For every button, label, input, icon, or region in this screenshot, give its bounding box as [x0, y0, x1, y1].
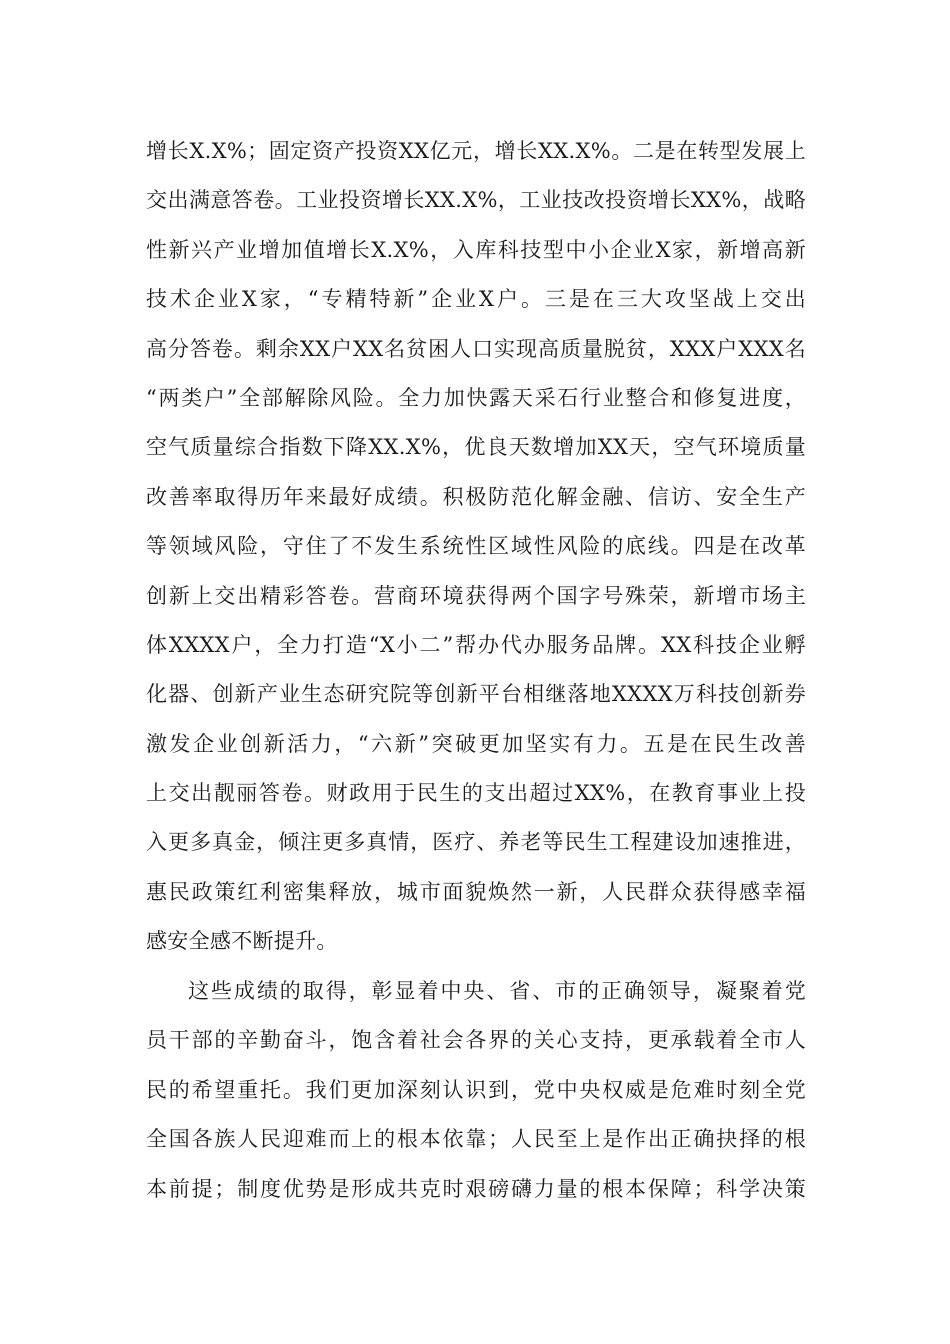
paragraph-line: 空气质量综合指数下降XX.X%，优良天数增加XX天，空气环境质量 [146, 435, 806, 460]
paragraph-line: 等领域风险，守住了不发生系统性区域性风险的底线。四是在改革 [146, 534, 806, 559]
paragraph-line: 本前提；制度优势是形成共克时艰磅礴力量的根本保障；科学决策 [146, 1176, 806, 1201]
paragraph-line: 性新兴产业增加值增长X.X%，入库科技型中小企业X家，新增高新 [146, 237, 806, 262]
paragraph-line: 民的希望重托。我们更加深刻认识到，党中央权威是危难时刻全党 [146, 1077, 806, 1102]
paragraph-line: 惠民政策红利密集释放，城市面貌焕然一新，人民群众获得感幸福 [146, 879, 806, 904]
paragraph-line: 体XXXX户，全力打造“X小二”帮办代办服务品牌。XX科技企业孵 [146, 632, 806, 657]
paragraph-line: 这些成绩的取得，彰显着中央、省、市的正确领导，凝聚着党 [188, 979, 806, 1003]
paragraph-line: 入更多真金，倾注更多真情，医疗、养老等民生工程建设加速推进， [146, 830, 806, 855]
paragraph-line: 员干部的辛勤奋斗，饱含着社会各界的关心支持，更承载着全市人 [146, 1028, 806, 1053]
paragraph-line: 增长X.X%；固定资产投资XX亿元，增长XX.X%。二是在转型发展上 [146, 139, 806, 163]
paragraph-line: 高分答卷。剩余XX户XX名贫困人口实现高质量脱贫，XXX户XXX名 [146, 336, 806, 361]
paragraph-line: 上交出靓丽答卷。财政用于民生的支出超过XX%，在教育事业上投 [146, 781, 806, 806]
paragraph-line: 全国各族人民迎难而上的根本依靠；人民至上是作出正确抉择的根 [146, 1127, 806, 1152]
paragraph-2 [146, 967, 806, 1214]
paragraph-line: 改善率取得历年来最好成绩。积极防范化解金融、信访、安全生产 [146, 484, 806, 509]
paragraph-line: “两类户”全部解除风险。全力加快露天采石行业整合和修复进度， [146, 385, 806, 410]
paragraph-line: 交出满意答卷。工业投资增长XX.X%，工业技改投资增长XX%，战略 [146, 188, 806, 213]
paragraph-1 [146, 127, 806, 967]
paragraph-line: 感安全感不断提升。 [146, 929, 338, 954]
paragraph-line: 创新上交出精彩答卷。营商环境获得两个国字号殊荣，新增市场主 [146, 583, 806, 608]
paragraph-line: 化器、创新产业生态研究院等创新平台相继落地XXXX万科技创新券 [146, 682, 806, 707]
paragraph-line: 激发企业创新活力，“六新”突破更加坚实有力。五是在民生改善 [146, 731, 806, 756]
paragraph-line: 技术企业X家，“专精特新”企业X户。三是在三大攻坚战上交出 [146, 287, 806, 312]
